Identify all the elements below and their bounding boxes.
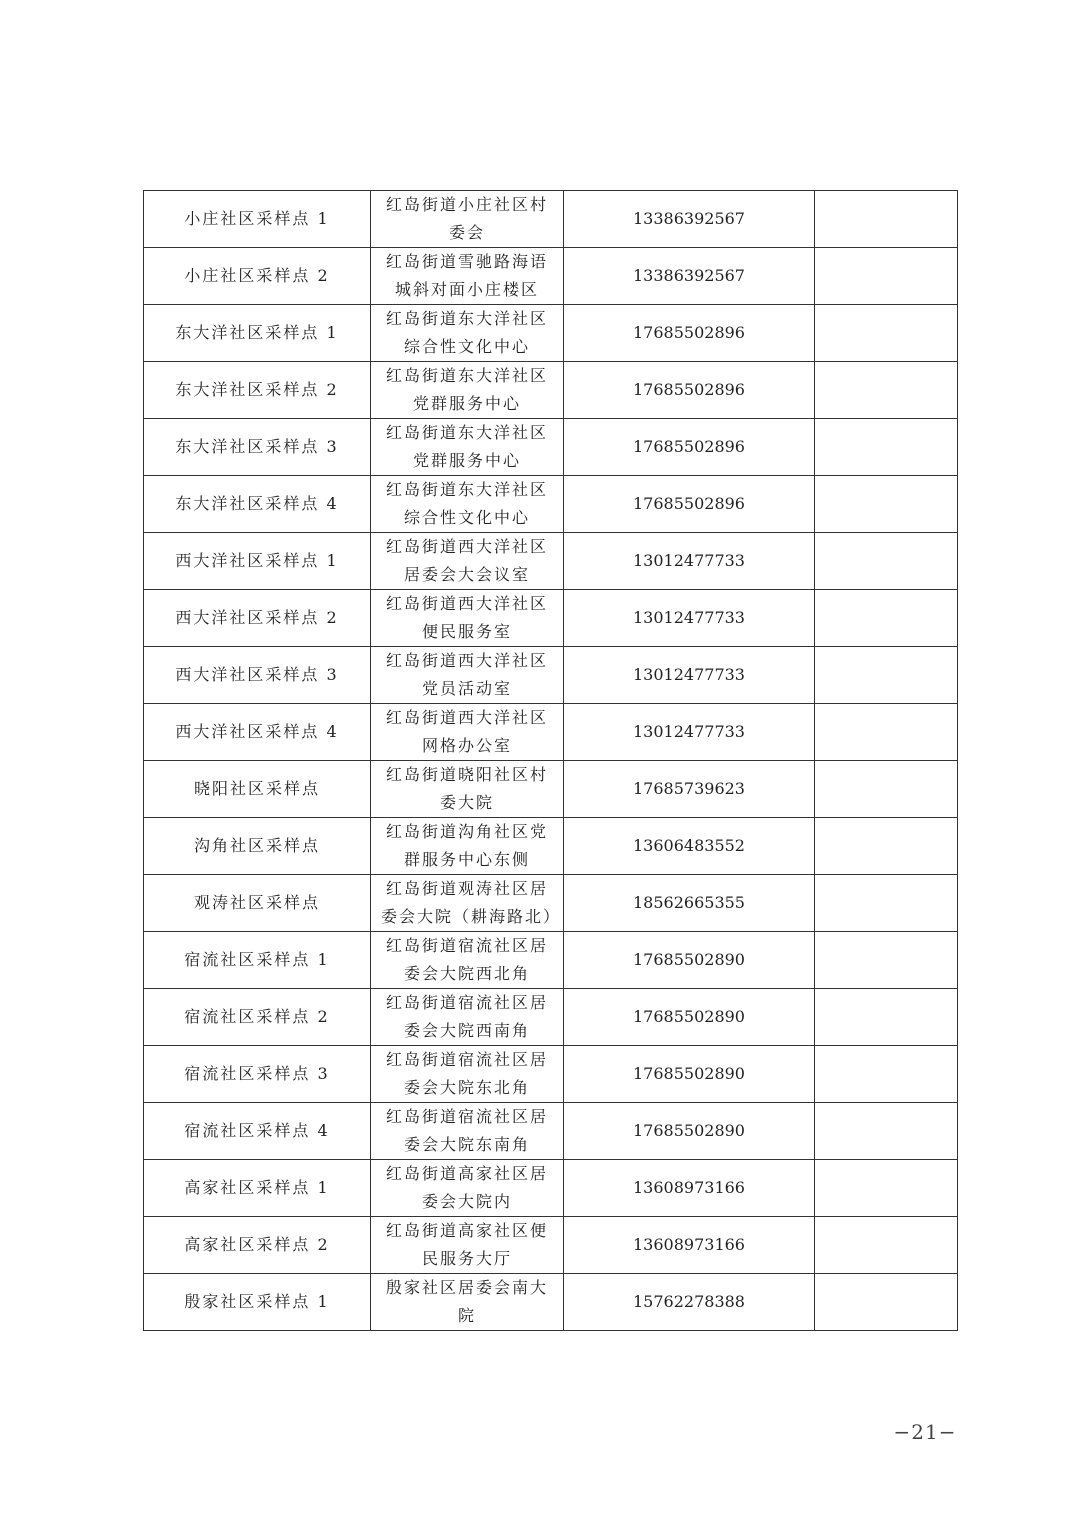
contact-phone-cell: 13606483552 <box>564 818 815 875</box>
table-row <box>144 476 958 533</box>
site-address-text: 红岛街道西大洋社区网格办公室 <box>385 708 548 755</box>
site-name-cell: 西大洋社区采样点 4 <box>144 704 371 761</box>
sampling-sites-table <box>143 190 958 1331</box>
site-address-cell <box>371 818 564 875</box>
note-cell <box>815 476 958 533</box>
site-name-cell: 东大洋社区采样点 4 <box>144 476 371 533</box>
site-name-cell: 小庄社区采样点 2 <box>144 248 371 305</box>
page-number: −21− <box>893 1420 957 1444</box>
site-address-cell <box>371 362 564 419</box>
note-cell <box>815 533 958 590</box>
site-name-cell: 观涛社区采样点 <box>144 875 371 932</box>
table-row <box>144 1046 958 1103</box>
note-cell <box>815 1046 958 1103</box>
site-name-cell: 西大洋社区采样点 3 <box>144 647 371 704</box>
contact-phone-cell: 13012477733 <box>564 704 815 761</box>
contact-phone-cell: 17685502896 <box>564 419 815 476</box>
site-address-text: 红岛街道沟角社区党群服务中心东侧 <box>385 822 548 869</box>
note-cell <box>815 875 958 932</box>
site-name-cell: 宿流社区采样点 1 <box>144 932 371 989</box>
table-row <box>144 818 958 875</box>
site-address-text: 红岛街道高家社区居委会大院内 <box>385 1164 548 1211</box>
site-name-cell: 沟角社区采样点 <box>144 818 371 875</box>
note-cell <box>815 590 958 647</box>
contact-phone-cell: 13386392567 <box>564 191 815 248</box>
note-cell <box>815 248 958 305</box>
site-name-cell: 西大洋社区采样点 2 <box>144 590 371 647</box>
site-address-text: 红岛街道宿流社区居委会大院东南角 <box>385 1107 548 1154</box>
site-name-cell: 西大洋社区采样点 1 <box>144 533 371 590</box>
contact-phone-cell: 13012477733 <box>564 533 815 590</box>
site-address-cell <box>371 989 564 1046</box>
site-address-text: 红岛街道宿流社区居委会大院东北角 <box>385 1050 548 1097</box>
note-cell <box>815 818 958 875</box>
table-row <box>144 932 958 989</box>
table-row <box>144 704 958 761</box>
site-address-text: 红岛街道晓阳社区村委大院 <box>385 765 548 812</box>
site-name-cell: 东大洋社区采样点 2 <box>144 362 371 419</box>
site-name-cell: 宿流社区采样点 4 <box>144 1103 371 1160</box>
site-address-cell <box>371 1046 564 1103</box>
site-address-text: 红岛街道宿流社区居委会大院西南角 <box>385 993 548 1040</box>
site-address-text: 殷家社区居委会南大院 <box>385 1278 548 1325</box>
site-address-text: 红岛街道东大洋社区综合性文化中心 <box>385 309 548 356</box>
contact-phone-cell: 17685502896 <box>564 476 815 533</box>
note-cell <box>815 1217 958 1274</box>
contact-phone-cell: 17685502896 <box>564 362 815 419</box>
table-row <box>144 305 958 362</box>
site-address-text: 红岛街道西大洋社区党员活动室 <box>385 651 548 698</box>
site-address-cell <box>371 248 564 305</box>
table-row <box>144 989 958 1046</box>
site-name-cell: 殷家社区采样点 1 <box>144 1274 371 1331</box>
contact-phone-cell: 13012477733 <box>564 647 815 704</box>
site-address-cell <box>371 419 564 476</box>
site-address-cell <box>371 1103 564 1160</box>
site-address-cell <box>371 191 564 248</box>
note-cell <box>815 191 958 248</box>
site-address-cell <box>371 1274 564 1331</box>
site-name-cell: 高家社区采样点 2 <box>144 1217 371 1274</box>
site-address-text: 红岛街道观涛社区居委会大院（耕海路北） <box>381 879 562 926</box>
contact-phone-cell: 17685502896 <box>564 305 815 362</box>
site-name-cell: 高家社区采样点 1 <box>144 1160 371 1217</box>
note-cell <box>815 647 958 704</box>
site-address-cell <box>371 1160 564 1217</box>
contact-phone-cell: 13386392567 <box>564 248 815 305</box>
table-row <box>144 1217 958 1274</box>
table-row <box>144 248 958 305</box>
site-address-cell <box>371 704 564 761</box>
contact-phone-cell: 13608973166 <box>564 1160 815 1217</box>
table-row <box>144 191 958 248</box>
table-row <box>144 1103 958 1160</box>
site-name-cell: 小庄社区采样点 1 <box>144 191 371 248</box>
note-cell <box>815 1274 958 1331</box>
note-cell <box>815 989 958 1046</box>
site-address-text: 红岛街道宿流社区居委会大院西北角 <box>385 936 548 983</box>
table-row <box>144 1274 958 1331</box>
site-address-text: 红岛街道小庄社区村委会 <box>385 195 548 242</box>
contact-phone-cell: 17685739623 <box>564 761 815 818</box>
site-address-cell <box>371 533 564 590</box>
note-cell <box>815 761 958 818</box>
site-address-cell <box>371 305 564 362</box>
contact-phone-cell: 17685502890 <box>564 1103 815 1160</box>
note-cell <box>815 305 958 362</box>
site-name-cell: 东大洋社区采样点 3 <box>144 419 371 476</box>
site-address-text: 红岛街道东大洋社区党群服务中心 <box>385 366 548 413</box>
contact-phone-cell: 17685502890 <box>564 989 815 1046</box>
site-name-cell: 东大洋社区采样点 1 <box>144 305 371 362</box>
contact-phone-cell: 13608973166 <box>564 1217 815 1274</box>
table-row <box>144 590 958 647</box>
table-row <box>144 419 958 476</box>
site-address-text: 红岛街道西大洋社区居委会大会议室 <box>385 537 548 584</box>
table-row <box>144 362 958 419</box>
contact-phone-cell: 15762278388 <box>564 1274 815 1331</box>
contact-phone-cell: 17685502890 <box>564 1046 815 1103</box>
site-name-cell: 宿流社区采样点 2 <box>144 989 371 1046</box>
site-address-text: 红岛街道东大洋社区党群服务中心 <box>385 423 548 470</box>
site-address-cell <box>371 875 564 932</box>
table-row <box>144 875 958 932</box>
site-address-text: 红岛街道西大洋社区便民服务室 <box>385 594 548 641</box>
site-address-cell <box>371 932 564 989</box>
note-cell <box>815 704 958 761</box>
site-address-cell <box>371 761 564 818</box>
site-address-text: 红岛街道高家社区便民服务大厅 <box>385 1221 548 1268</box>
contact-phone-cell: 13012477733 <box>564 590 815 647</box>
site-address-cell <box>371 1217 564 1274</box>
table-body <box>144 191 958 1331</box>
site-address-text: 红岛街道东大洋社区综合性文化中心 <box>385 480 548 527</box>
contact-phone-cell: 17685502890 <box>564 932 815 989</box>
site-address-cell <box>371 590 564 647</box>
table-row <box>144 647 958 704</box>
site-address-text: 红岛街道雪驰路海语城斜对面小庄楼区 <box>385 252 548 299</box>
table-row <box>144 1160 958 1217</box>
site-address-cell <box>371 476 564 533</box>
note-cell <box>815 362 958 419</box>
site-address-cell <box>371 647 564 704</box>
site-name-cell: 宿流社区采样点 3 <box>144 1046 371 1103</box>
table-row <box>144 761 958 818</box>
contact-phone-cell: 18562665355 <box>564 875 815 932</box>
table-row <box>144 533 958 590</box>
note-cell <box>815 1160 958 1217</box>
site-name-cell: 晓阳社区采样点 <box>144 761 371 818</box>
note-cell <box>815 419 958 476</box>
note-cell <box>815 932 958 989</box>
note-cell <box>815 1103 958 1160</box>
